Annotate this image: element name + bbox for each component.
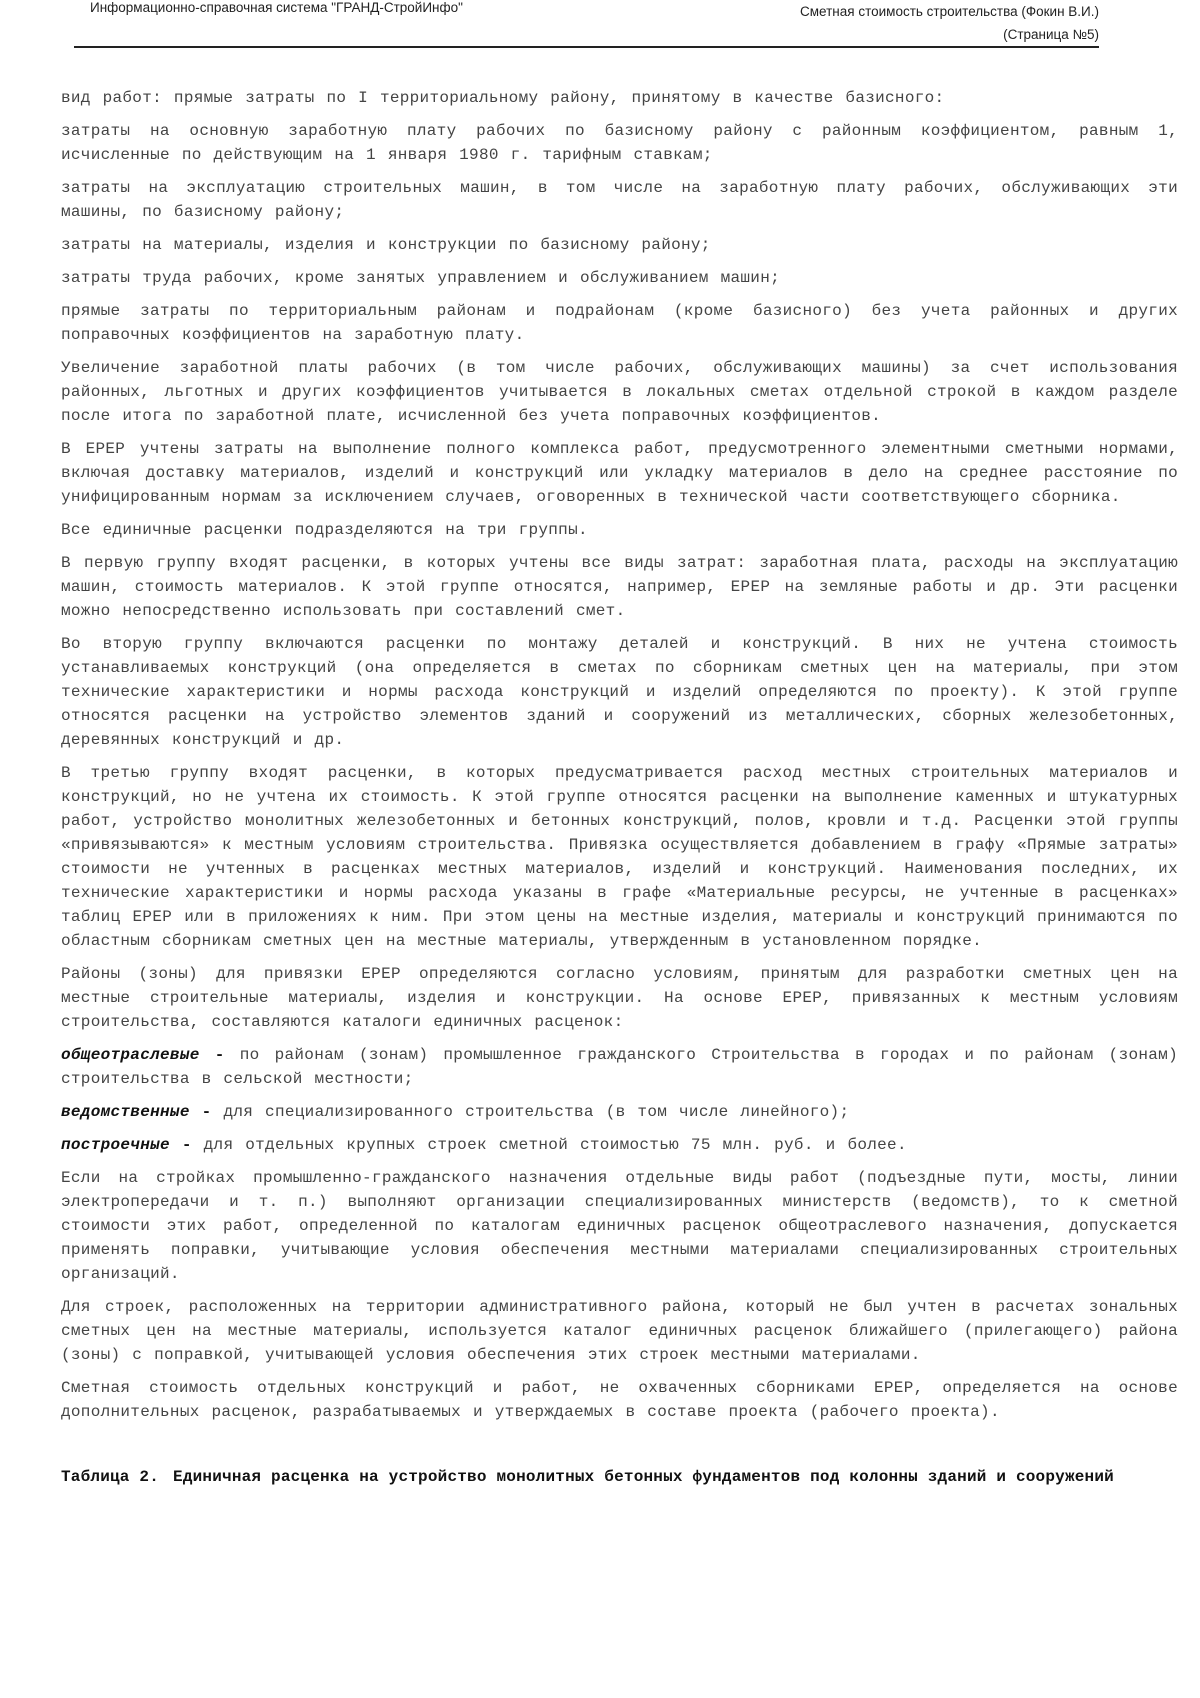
paragraph: В ЕРЕР учтены затраты на выполнение полного комплекса работ, предусмотренного элементными сметными нормами, включая доставку материалов, изделий и конструкций или укладку материалов в дело на среднее расстояние по унифицированным нормам за исключением случаев, оговоренных в технической части соответствующего сборника.: [61, 440, 1178, 506]
paragraph: Во вторую группу включаются расценки по монтажу деталей и конструкций. В них не учтена стоимость устанавливаемых конструкций (она определяется в сметах по сборникам сметных цен на материалы, при этом технические характеристики и нормы расхода конструкций и изделий определяются по проекту). К этой группе относятся расценки на устройство элементов зданий и сооружений из металлических, сборных железобетонных, деревянных конструкций и др.: [61, 635, 1178, 749]
document-body: [61, 86, 1178, 1490]
table-title: Единичная расценка на устройство монолитных бетонных фундаментов под колонны зданий и сооружений: [173, 1468, 1114, 1486]
catalog-dash: -: [199, 1046, 240, 1064]
paragraph: Увеличение заработной платы рабочих (в том числе рабочих, обслуживающих машины) за счет использования районных, льготных и других коэффициентов учитывается в локальных сметах отдельной строкой в каждом разделе после итога по заработной плате, исчисленной без учета поправочных коэффициентов.: [61, 359, 1178, 425]
paragraph: затраты труда рабочих, кроме занятых управлением и обслуживанием машин;: [61, 269, 781, 287]
paragraph: Районы (зоны) для привязки ЕРЕР определяются согласно условиям, принятым для разработки сметных цен на местные строительные материалы, изделия и конструкции. На основе ЕРЕР, привязанных к местным условиям строительства, составляются каталоги единичных расценок:: [61, 965, 1178, 1031]
catalog-item-general: [61, 1043, 1178, 1091]
paragraph: затраты на основную заработную плату рабочих по базисному району с районным коэффициентом, равным 1, исчисленные по действующим на 1 января 1980 г. тарифным ставкам;: [61, 122, 1178, 164]
paragraph: вид работ: прямые затраты по I территориальному району, принятому в качестве базисного:: [61, 89, 945, 107]
paragraph: прямые затраты по территориальным районам и подрайонам (кроме базисного) без учета районных и других поправочных коэффициентов на заработную плату.: [61, 302, 1178, 344]
catalog-description: для специализированного строительства (в том числе линейного);: [223, 1103, 850, 1121]
catalog-item-departmental: [61, 1100, 1178, 1124]
page-header: [74, 0, 1099, 48]
catalog-description: для отдельных крупных строек сметной стоимостью 75 млн. руб. и более.: [203, 1136, 907, 1154]
paragraph: Если на стройках промышленно-гражданского назначения отдельные виды работ (подъездные пути, мосты, линии электропередачи и т. п.) выполняют организации специализированных министерств (ведомств), то к сметной стоимости этих работ, определенной по каталогам единичных расценок общеотраслевого назначения, допускается применять поправки, учитывающие условия обеспечения местными материалами специализированных строительных организаций.: [61, 1169, 1178, 1283]
catalog-term: общеотраслевые: [61, 1046, 200, 1064]
paragraph: Все единичные расценки подразделяются на три группы.: [61, 521, 588, 539]
header-page-number: (Страница №5): [1003, 27, 1099, 42]
header-document-info: [800, 0, 1099, 46]
paragraph: Для строек, расположенных на территории административного района, который не был учтен в расчетах зональных сметных цен на местные материалы, используется каталог единичных расценок ближайшего (прилегающего) района (зоны) с поправкой, учитывающей условия обеспечения этих строек местными материалами.: [61, 1298, 1178, 1364]
table-number: Таблица 2.: [61, 1468, 160, 1486]
header-system-name: Информационно-справочная система "ГРАНД-СтройИнфо": [90, 0, 463, 15]
catalog-dash: -: [169, 1136, 204, 1154]
table-caption: [61, 1464, 1178, 1490]
paragraph: затраты на материалы, изделия и конструкции по базисному району;: [61, 236, 711, 254]
header-document-title: Сметная стоимость строительства (Фокин В.И.): [800, 4, 1099, 19]
catalog-term: ведомственные: [61, 1103, 190, 1121]
catalog-dash: -: [189, 1103, 224, 1121]
paragraph: В первую группу входят расценки, в которых учтены все виды затрат: заработная плата, расходы на эксплуатацию машин, стоимость материалов. К этой группе относятся, например, ЕРЕР на земляные работы и др. Эти расценки можно непосредственно использовать при составлений смет.: [61, 554, 1178, 620]
catalog-description: по районам (зонам) промышленное гражданского Строительства в городах и по районам (зонам) строительства в сельской местности;: [61, 1046, 1178, 1088]
catalog-item-site: [61, 1133, 1178, 1157]
catalog-term: построечные: [61, 1136, 170, 1154]
paragraph: затраты на эксплуатацию строительных машин, в том числе на заработную плату рабочих, обслуживающих эти машины, по базисному району;: [61, 179, 1178, 221]
paragraph: Сметная стоимость отдельных конструкций и работ, не охваченных сборниками ЕРЕР, определяется на основе дополнительных расценок, разрабатываемых и утверждаемых в составе проекта (рабочего проекта).: [61, 1379, 1178, 1421]
paragraph: В третью группу входят расценки, в которых предусматривается расход местных строительных материалов и конструкций, но не учтена их стоимость. К этой группе относятся расценки на выполнение каменных и штукатурных работ, устройство монолитных железобетонных и бетонных конструкций, полов, кровли и т.д. Расценки этой группы «привязываются» к местным условиям строительства. Привязка осуществляется добавлением в графу «Прямые затраты» стоимости не учтенных в расценках местных материалов, изделий и конструкций. Наименования последних, их технические характеристики и нормы расхода указаны в графе «Материальные ресурсы, не учтенные в расценках» таблиц ЕРЕР или в приложениях к ним. При этом цены на местные изделия, материалы и конструкций принимаются по областным сборникам сметных цен на местные материалы, утвержденным в установленном порядке.: [61, 764, 1178, 950]
